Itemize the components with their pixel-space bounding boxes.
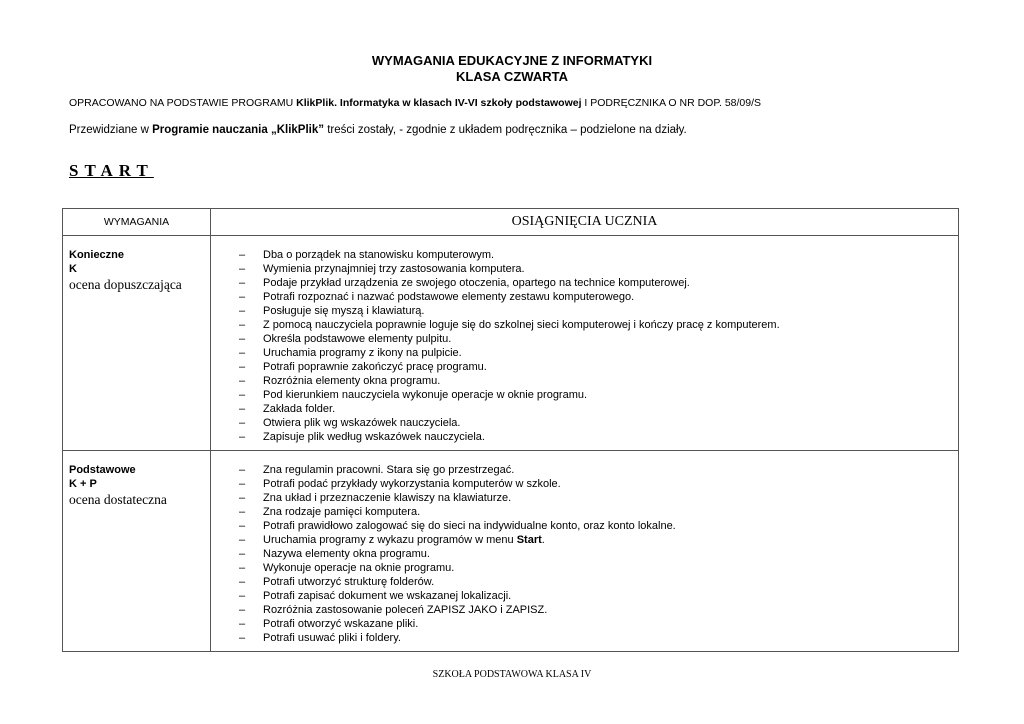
list-item: – Potrafi utworzyć strukturę folderów. [239,575,958,589]
list-item-text: Uruchamia programy z wykazu programów w menu [263,534,517,546]
achievements-cell [211,236,959,451]
list-item: – Wykonuje operacje na oknie programu. [239,561,958,575]
level-cell [63,236,211,451]
list-item: – Uruchamia programy z ikony na pulpicie. [239,346,958,360]
page-footer: SZKOŁA PODSTAWOWA KLASA IV [432,669,592,680]
list-item: – Zna układ i przeznaczenie klawiszy na klawiaturze. [239,491,958,505]
requirements-table [62,208,959,652]
list-item: – Dba o porządek na stanowisku komputerowym. [239,248,958,262]
achievements-list [211,236,958,450]
list-item: – Rozróżnia elementy okna programu. [239,374,958,388]
intro-text: Przewidziane w [69,124,153,136]
list-item: – Potrafi podać przykłady wykorzystania komputerów w szkole. [239,477,958,491]
list-item: – Zakłada folder. [239,402,958,416]
level-code: K + P [69,478,97,490]
list-item: – Potrafi rozpoznać i nazwać podstawowe elementy zestawu komputerowego. [239,290,958,304]
intro-text-end: treści zostały, - zgodnie z układem podręcznika – podzielone na działy. [324,124,687,136]
table-row [63,236,959,451]
list-item: – Posługuje się myszą i klawiaturą. [239,304,958,318]
level-name: Konieczne [69,249,125,261]
level-grade: ocena dostateczna [69,492,167,507]
list-item-end: . [541,534,545,546]
list-item: – Otwiera plik wg wskazówek nauczyciela. [239,416,958,430]
program-basis-line [69,97,761,109]
list-item: – Z pomocą nauczyciela poprawnie loguje się do szkolnej sieci komputerowej i kończy pracę z komputerem. [239,318,958,332]
basis-text: OPRACOWANO NA PODSTAWIE PROGRAMU [69,97,297,109]
list-item: – Potrafi prawidłowo zalogować się do sieci na indywidualne konto, oraz konto lokalne. [239,519,958,533]
intro-line [69,124,687,136]
achievements-list [211,451,958,651]
list-item: – Potrafi poprawnie zakończyć pracę programu. [239,360,958,374]
list-item: – Potrafi zapisać dokument we wskazanej lokalizacji. [239,589,958,603]
list-item: – Wymienia przynajmniej trzy zastosowania komputera. [239,262,958,276]
list-item: – Zna regulamin pracowni. Stara się go przestrzegać. [239,463,958,477]
basis-textbook: I PODRĘCZNIKA O NR DOP. 58/09/S [581,97,762,109]
list-item: – Potrafi usuwać pliki i foldery. [239,631,958,645]
section-title: START [69,161,154,180]
list-item [239,533,958,547]
intro-program-name: Programie nauczania „KlikPlik” [152,124,325,136]
page-title: WYMAGANIA EDUKACYJNE Z INFORMATYKI [371,53,653,68]
table-row [63,451,959,652]
start-menu-name: Start [516,534,542,546]
list-item: – Pod kierunkiem nauczyciela wykonuje operacje w oknie programu. [239,388,958,402]
list-item: – Potrafi otworzyć wskazane pliki. [239,617,958,631]
list-item: – Określa podstawowe elementy pulpitu. [239,332,958,346]
list-item: – Zna rodzaje pamięci komputera. [239,505,958,519]
basis-program-name: KlikPlik. Informatyka w klasach IV-VI szkoły podstawowej [296,97,582,109]
list-item: – Nazywa elementy okna programu. [239,547,958,561]
list-item: – Rozróżnia zastosowanie poleceń ZAPISZ JAKO i ZAPISZ. [239,603,958,617]
list-item: – Podaje przykład urządzenia ze swojego otoczenia, opartego na technice komputerowej. [239,276,958,290]
list-item: – Zapisuje plik według wskazówek nauczyciela. [239,430,958,444]
col-header-achievements: OSIĄGNIĘCIA UCZNIA [211,209,959,236]
level-grade: ocena dopuszczająca [69,277,182,292]
page-subtitle: KLASA CZWARTA [456,69,568,84]
achievements-cell [211,451,959,652]
col-header-requirements: WYMAGANIA [63,209,211,236]
table-header-row [63,209,959,236]
level-name: Podstawowe [69,464,136,476]
level-code: K [69,263,77,275]
level-cell [63,451,211,652]
